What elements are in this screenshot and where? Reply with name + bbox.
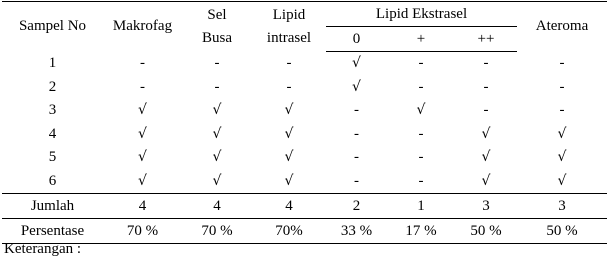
table-cell: √	[352, 55, 361, 72]
table-cell: √	[138, 149, 147, 166]
table-cell: -	[286, 55, 292, 71]
table-row	[2, 123, 607, 147]
header-foam-cell-line2: Busa	[202, 29, 232, 46]
percent-cell: 33 %	[326, 219, 387, 244]
header-intracell-lipid-line2: intrasel	[266, 29, 312, 46]
table-cell: -	[418, 172, 424, 189]
table-cell: √	[284, 125, 294, 142]
percent-cell: 70 %	[182, 219, 252, 244]
table-cell: -	[140, 55, 145, 71]
table-cell: -	[418, 149, 424, 166]
header-intracell-lipid-line1: Lipid	[272, 6, 306, 23]
table-row	[2, 99, 607, 123]
total-cell: 1	[387, 194, 455, 219]
table-cell: √	[212, 149, 222, 166]
table-cell: -	[559, 78, 565, 95]
sample-number-cell: 5	[48, 149, 57, 166]
header-foam-cell-line1: Sel	[207, 6, 227, 23]
table-cell: -	[354, 125, 359, 142]
table-cell: √	[212, 172, 222, 189]
total-cell: 3	[455, 194, 517, 219]
table-cell: √	[352, 78, 361, 95]
header-macrophage: Makrofag	[103, 2, 182, 52]
table-cell: √	[284, 102, 294, 119]
table-cell: √	[557, 149, 567, 166]
table-cell: √	[212, 125, 222, 142]
percent-cell: 17 %	[387, 219, 455, 244]
total-cell: 4	[182, 194, 252, 219]
table-cell: -	[214, 78, 220, 95]
header-foam-cell	[182, 2, 252, 52]
table-cell: √	[138, 125, 147, 142]
sample-number-cell: 2	[48, 78, 57, 95]
table-cell: -	[140, 78, 145, 95]
percent-cell: Persentase	[2, 219, 103, 244]
total-cell: Jumlah	[2, 194, 103, 219]
table-cell: -	[214, 55, 220, 71]
percent-cell: 50 %	[517, 219, 607, 244]
percent-cell: 70 %	[103, 219, 182, 244]
sample-number-cell: 1	[48, 55, 57, 71]
header-extracell-plusplus: ++	[455, 27, 517, 52]
table-cell: -	[483, 55, 489, 72]
header-extracell-lipid: Lipid Ekstrasel	[326, 2, 517, 27]
percent-cell: 70%	[252, 219, 326, 244]
total-cell: 2	[326, 194, 387, 219]
percent-row	[2, 219, 607, 244]
table-cell: √	[557, 125, 567, 142]
table-cell: -	[559, 102, 565, 119]
table-cell: -	[354, 149, 359, 166]
table-cell: -	[418, 125, 424, 142]
table-cell: √	[284, 149, 294, 166]
table-row	[2, 52, 607, 76]
header-sample-no: Sampel No	[2, 2, 103, 52]
table-cell: √	[138, 172, 147, 189]
table-cell: √	[481, 149, 491, 166]
total-row	[2, 194, 607, 219]
results-table	[2, 1, 607, 244]
header-atheroma: Ateroma	[517, 2, 607, 52]
sample-number-cell: 3	[48, 102, 57, 119]
total-cell: 3	[517, 194, 607, 219]
table-cell: -	[354, 172, 359, 189]
total-cell: 4	[103, 194, 182, 219]
header-intracell-lipid	[252, 2, 326, 52]
table-cell: √	[481, 125, 491, 142]
table-cell: √	[138, 102, 147, 119]
table-cell: √	[481, 172, 491, 189]
table-cell: -	[286, 78, 292, 95]
table-cell: -	[483, 78, 489, 95]
table-cell: -	[559, 55, 565, 71]
table-row	[2, 170, 607, 194]
table-body	[2, 52, 607, 194]
note-label: Keterangan :	[4, 241, 82, 257]
table-cell: √	[416, 102, 426, 119]
sample-number-cell: 6	[48, 172, 57, 189]
percent-cell: 50 %	[455, 219, 517, 244]
table-cell: √	[557, 172, 567, 189]
total-cell: 4	[252, 194, 326, 219]
table-cell: -	[418, 78, 424, 95]
sample-number-cell: 4	[48, 125, 57, 142]
table-row	[2, 76, 607, 100]
table-cell: -	[418, 55, 424, 72]
table-cell: -	[483, 102, 489, 119]
table-cell: √	[284, 172, 294, 189]
header-extracell-plus: +	[387, 27, 455, 52]
table-cell: -	[354, 102, 359, 119]
table-row	[2, 146, 607, 170]
table-cell: √	[212, 102, 222, 119]
header-extracell-0: 0	[326, 27, 387, 52]
